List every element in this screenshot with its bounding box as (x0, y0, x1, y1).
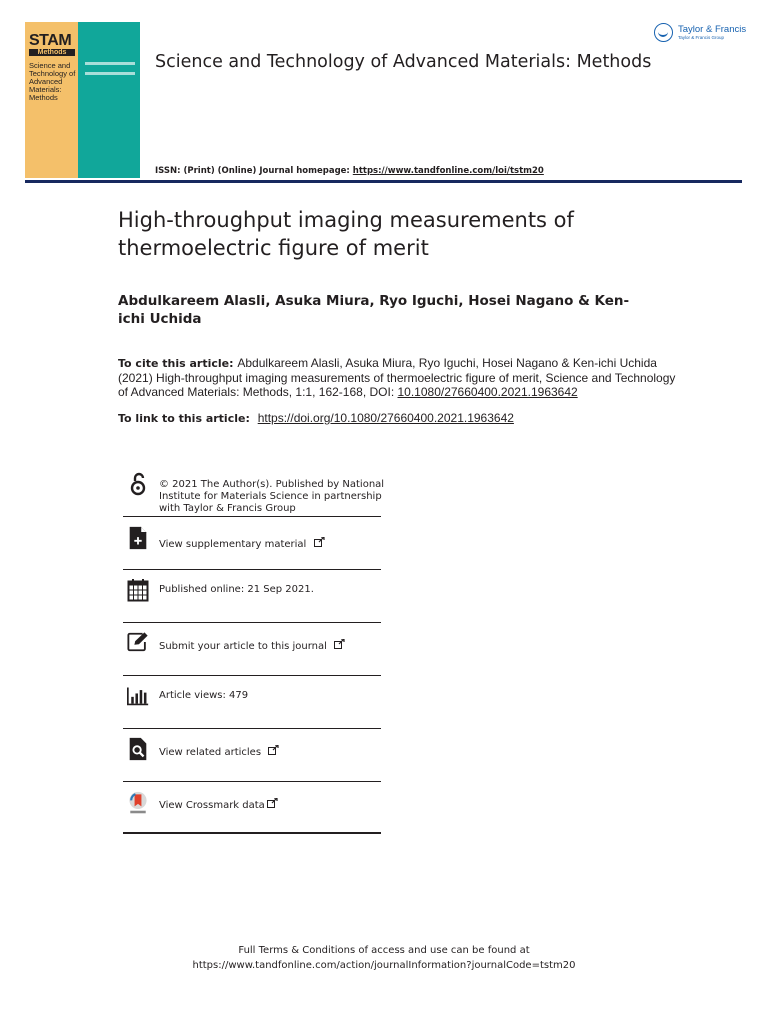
divider (123, 675, 381, 676)
issn-line (155, 166, 544, 176)
related-articles-link[interactable]: View related articles (159, 747, 262, 758)
footer (0, 943, 768, 973)
article-authors: Abdulkareem Alasli, Asuka Miura, Ryo Iguchi, Hosei Nagano & Ken-ichi Uchida (118, 293, 630, 327)
publisher-sub: Taylor & Francis Group (678, 35, 725, 40)
footer-terms-text: Full Terms & Conditions of access and use can be found at (238, 945, 530, 956)
crossmark-icon (127, 791, 149, 815)
bar-chart-icon (127, 684, 149, 708)
views-row[interactable] (123, 680, 381, 730)
crossmark-row[interactable] (123, 788, 381, 836)
issn-text: ISSN: (Print) (Online) Journal homepage: (155, 166, 353, 176)
published-row (123, 574, 381, 622)
published-date: Published online: 21 Sep 2021. (159, 584, 314, 595)
cover-logo-sub: Methods (29, 49, 75, 56)
submit-article-link[interactable]: Submit your article to this journal (159, 641, 327, 652)
related-articles-icon (127, 737, 149, 761)
cover-decoration (85, 62, 135, 65)
external-link-icon (268, 745, 279, 755)
publisher-logo[interactable] (654, 22, 754, 46)
link-label: To link to this article: (118, 412, 254, 425)
divider (123, 516, 381, 517)
article-title: High-throughput imaging measurements of thermoelectric figure of merit (118, 208, 574, 260)
related-row[interactable] (123, 733, 381, 785)
cite-label: To cite this article: (118, 357, 238, 370)
journal-title: Science and Technology of Advanced Materials: Methods (155, 52, 652, 72)
journal-cover-thumbnail (25, 22, 140, 178)
supplementary-link[interactable]: View supplementary material (159, 539, 307, 550)
crossmark-link[interactable]: View Crossmark data (159, 800, 265, 811)
edit-pencil-icon (127, 630, 149, 654)
calendar-icon (127, 578, 149, 602)
external-link-icon (334, 639, 345, 649)
citation-block (118, 356, 678, 399)
article-url-link[interactable]: https://doi.org/10.1080/27660400.2021.1963642 (257, 411, 514, 425)
header-divider (25, 180, 742, 183)
external-link-icon (267, 798, 278, 808)
divider (123, 781, 381, 782)
divider (123, 728, 381, 729)
cover-teal-panel (78, 22, 140, 178)
supplementary-file-icon (127, 526, 149, 550)
license-text: © 2021 The Author(s). Published by National Institute for Materials Science in partnership with Taylor & Francis Group (159, 479, 385, 514)
article-views[interactable]: Article views: 479 (159, 690, 249, 701)
cover-logo: STAM (29, 32, 72, 49)
publisher-name: Taylor & Francis (678, 24, 747, 35)
divider (123, 622, 381, 623)
article-link-line (118, 411, 514, 425)
external-link-icon (314, 537, 325, 547)
journal-homepage-link[interactable]: https://www.tandfonline.com/loi/tstm20 (352, 166, 544, 176)
cover-decoration (85, 72, 135, 75)
divider (123, 569, 381, 570)
open-access-row (123, 470, 385, 516)
cover-journal-text: Science and Technology of Advanced Materials: Methods (29, 61, 76, 102)
open-access-icon (127, 472, 149, 496)
doi-link[interactable]: 10.1080/27660400.2021.1963642 (397, 385, 578, 399)
divider (123, 832, 381, 834)
submit-row[interactable] (123, 626, 381, 676)
cite-text: Abdulkareem Alasli, Asuka Miura, Ryo Iguchi, Hosei Nagano & Ken-ichi Uchida (2021) High-throughput imaging measurements of thermoelectric figure of merit, Science and Technology of Advanced Materials: Methods, 1:1, 162-168, DOI: (118, 356, 676, 399)
taylor-francis-icon (654, 23, 673, 42)
footer-terms-link[interactable]: https://www.tandfonline.com/action/journalInformation?journalCode=tstm20 (192, 960, 576, 971)
supplementary-row[interactable] (123, 522, 381, 566)
